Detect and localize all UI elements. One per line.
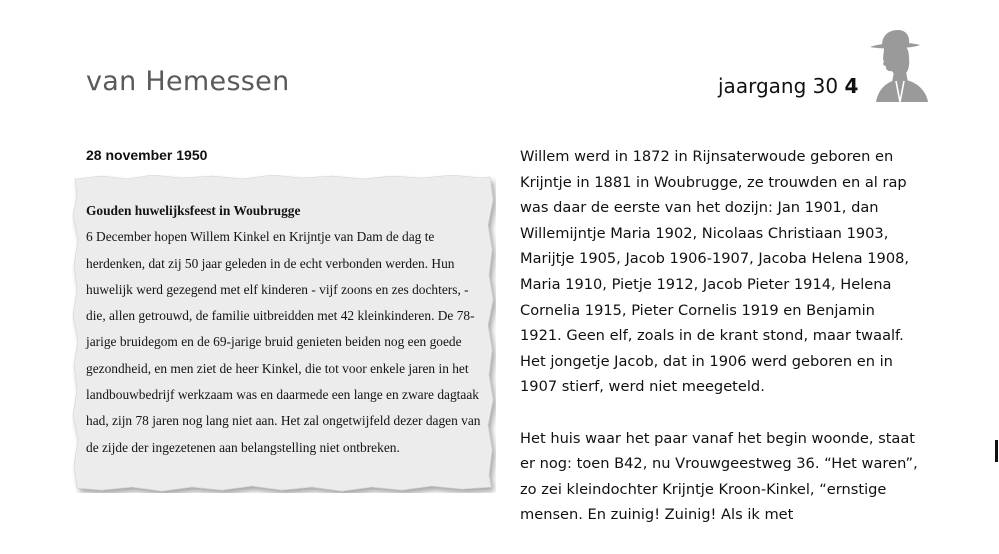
main-paragraph-1: Willem werd in 1872 in Rijnsaterwoude geboren en Krijntje in 1881 in Woubrugge, ze trouwden en al rap was daar de eerste van het dozijn: Jan 1901, dan Willemijntje Maria 1902, Nicolaas Christiaan 1903, Marijtje 1905, Jacob 1906-1907, Jacoba Helena 1908, Maria 1910, Pietje 1912, Jacob Pieter 1914, Helena Cornelia 1915, Pieter Cornelis 1919 en Benjamin 1921. Geen elf, zoals in de krant stond, maar twaalf. Het jongetje Jacob, dat in 1906 werd geboren en in 1907 stierf, werd niet meegeteld. [520, 148, 910, 396]
article-date: 28 november 1950 [86, 147, 208, 163]
clipping-text [86, 198, 486, 461]
issue-label [718, 74, 858, 98]
newspaper-clipping [72, 175, 496, 493]
page-edge-mark [995, 440, 998, 462]
publication-name: van Hemessen [86, 66, 290, 97]
man-with-hat-silhouette-icon [862, 28, 932, 102]
main-paragraph-2: Het huis waar het paar vanaf het begin woonde, staat er nog: toen B42, nu Vrouwgeestweg 36. “Het waren”, zo zei kleindochter Krijntje Kroon-Kinkel, “ernstige mensen. En zuinig! Zuinig! Als ik met [520, 429, 918, 524]
issue-volume: jaargang 30 [718, 74, 839, 98]
main-text-column [520, 144, 920, 554]
clipping-headline: Gouden huwelijksfeest in Woubrugge [86, 203, 301, 218]
clipping-body: 6 December hopen Willem Kinkel en Krijntje van Dam de dag te herdenken, dat zij 50 jaar geleden in de echt verbonden werden. Hun huwelijk werd gezegend met elf kinderen - vijf zoons en zes dochters, - die, allen getrouwd, de familie uitbreidden met 42 kleinkinderen. De 78-jarige bruidegom en de 69-jarige bruid genieten beiden nog een goede gezondheid, en men ziet de heer Kinkel, die tot voor enkele jaren in het landbouwbedrijf werkzaam was en daarmede een lange en zware dagtaak had, zijn 78 jaren nog lang niet aan. Het zal ongetwijfeld dezer dagen van de zijde der ingezetenen aan belangstelling niet ontbreken. [86, 229, 481, 455]
page-number: 4 [844, 74, 859, 98]
